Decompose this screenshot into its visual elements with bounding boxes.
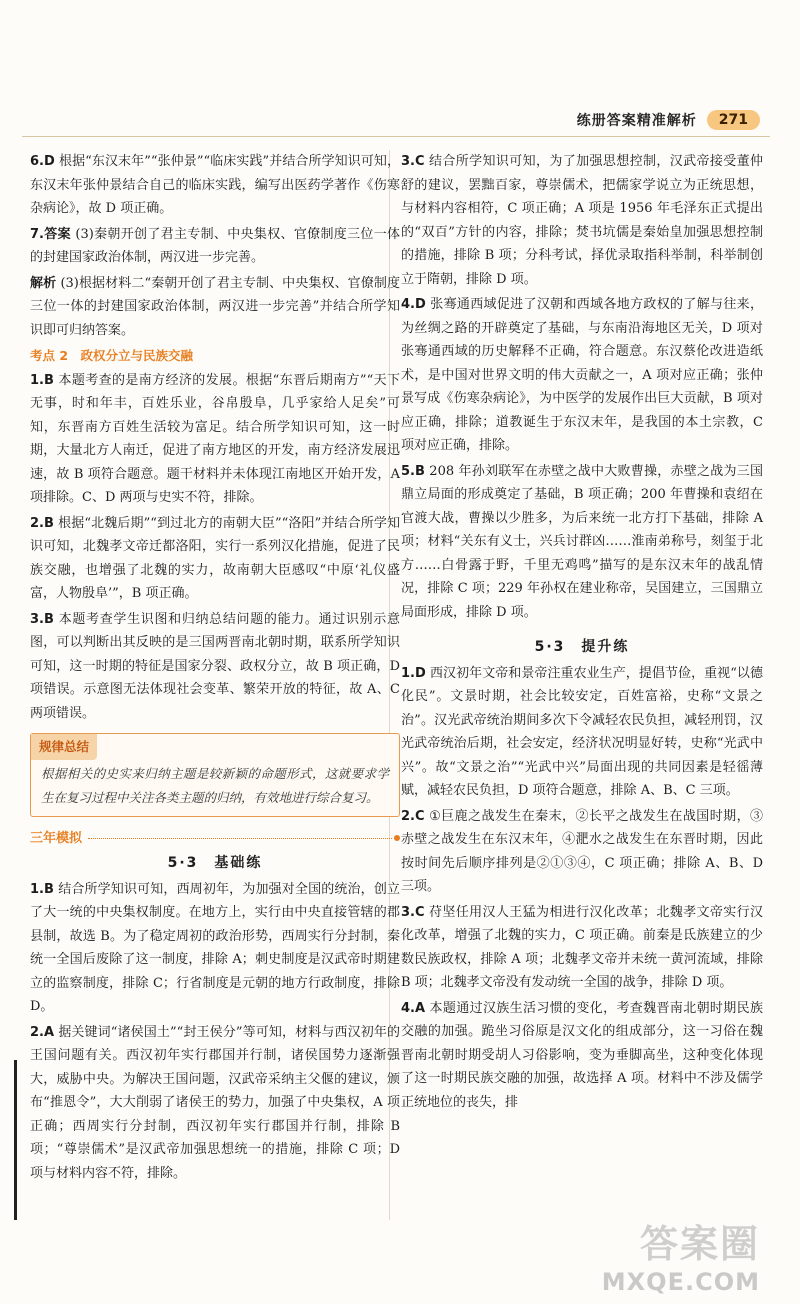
page-number: 271 <box>707 110 760 130</box>
item-text: 西汉初年文帝和景帝注重农业生产，提倡节俭，重视“以德化民”。文景时期，社会比较安定，百姓富裕，史称“文景之治”。汉光武帝统治期间多次下令减轻农民负担，减轻刑罚，汉光武帝统治后期，社会安定，经济状况明显好转，史称“光武中兴”。故“文景之治”“光武中兴”局面出现的共同因素是轻徭薄赋，减轻农民负担，D 项符合题意，排除 A、B、C 三项。 <box>401 665 763 798</box>
item-number: 2.A <box>30 1024 55 1040</box>
answer-item <box>401 293 763 458</box>
watermark-logo: 答案圈 <box>639 1222 760 1266</box>
header-divider <box>22 136 770 137</box>
answer-item <box>401 901 763 995</box>
answer-item <box>30 369 400 510</box>
item-text: 苻坚任用汉人王猛为相进行汉化改革；北魏孝文帝实行汉化改革，增强了北魏的实力，C 项正确。前秦是氐族建立的少数民族政权，排除 A 项；北魏孝文帝并未统一黄河流域，排除 B 项；北魏孝文帝没有发动统一全国的战争，排除 D 项。 <box>401 904 763 990</box>
sub-section-title: 5·3 提升练 <box>534 639 630 655</box>
margin-bar <box>14 1060 17 1220</box>
header-title: 练册答案精准解析 <box>576 113 697 129</box>
page-header <box>577 110 760 130</box>
rule-box-title: 规律总结 <box>31 734 97 760</box>
item-text: 结合所学知识可知，为了加强思想控制，汉武帝接受董仲舒的建议，罢黜百家，尊崇儒术，把儒家学说立为正统思想，与材料内容相符，C 项正确；A 项是 1956 年毛泽东正式提出的“双百”方针的内容，排除；焚书坑儒是秦始皇加强思想控制的措施，排除 B 项；分科考试，择优录取指科举制，科举制创立于隋朝，排除 D 项。 <box>401 154 763 287</box>
sub-section-title: 5·3 基础练 <box>167 855 263 871</box>
watermark-url: MXQE.COM <box>601 1268 760 1296</box>
rule-summary-box <box>30 733 400 817</box>
watermark <box>560 1213 760 1296</box>
item-label: 解析 <box>30 275 57 291</box>
item-number: 4.A <box>401 1000 426 1016</box>
item-number: 5.B <box>401 463 425 479</box>
item-number: 4.D <box>401 297 426 312</box>
item-number: 6.D <box>30 154 55 169</box>
answer-item <box>30 608 400 726</box>
rule-box-text: 根据相关的史实来归纳主题是较新颖的命题形式，这就要求学生在复习过程中关注各类主题的归纳，有效地进行综合复习。 <box>41 765 389 805</box>
item-number: 7.答案 <box>30 226 71 242</box>
item-number: 1.B <box>30 372 54 388</box>
left-column <box>30 150 400 1187</box>
item-text: ①巨鹿之战发生在秦末，②长平之战发生在战国时期，③赤壁之战发生在东汉末年，④淝水之战发生在东晋时期，因此按时间先后顺序排列是②①③④，C 项正确；排除 A、B、D 三项。 <box>401 808 763 894</box>
item-text: 结合所学知识可知，西周初年，为加强对全国的统治，创立了大一统的中央集权制度。在地方上，实行由中央直接管辖的郡县制，故选 B。为了稳定周初的政治形势，西周实行分封制，秦统一全国后废除了这一制度，排除 A；刺史制度是汉武帝时期建立的监察制度，排除 C；行省制度是元朝的地方行政制度，排除 D。 <box>30 881 400 1014</box>
answer-item <box>401 460 763 625</box>
section-title: 考点 2 政权分立与民族交融 <box>30 348 194 363</box>
item-text: 本题考查学生识图和归纳总结问题的能力。通过识别示意图，可以判断出其反映的是三国两晋南北朝时期，联系所学知识可知，这一时期的特征是国家分裂、政权分立，故 B 项正确，D 项错误。示意图无法体现社会变革、繁荣开放的特征，故 A、C 两项错误。 <box>30 611 400 721</box>
answer-item <box>401 997 763 1115</box>
item-text: (3)根据材料二“秦朝开创了君主专制、中央集权、官僚制度三位一体的封建国家政治体制，两汉进一步完善”并结合所学知识即可归纳答案。 <box>30 275 400 338</box>
item-number: 3.C <box>401 904 425 920</box>
item-number: 2.C <box>401 808 425 824</box>
item-number: 3.C <box>401 154 425 169</box>
item-text: 根据“东汉末年”“张仲景”“临床实践”并结合所学知识可知，东汉末年张仲景结合自己的临床实践，编写出医药学著作《伤寒杂病论》，故 D 项正确。 <box>30 154 400 216</box>
band-dot-icon <box>394 835 400 841</box>
item-number: 2.B <box>30 515 54 531</box>
item-number: 1.D <box>401 665 426 681</box>
item-number: 3.B <box>30 611 54 627</box>
item-text: 据关键词“诸侯国土”“封王侯分”等可知，材料与西汉初年的王国问题有关。西汉初年实行郡国并行制，诸侯国势力逐渐强大，威胁中央。为解决王国问题，汉武帝采纳主父偃的建议，颁布“推恩令”，大大削弱了诸侯王的势力，加强了中央集权，A 项正确；西周实行分封制，西汉初年实行郡国并行制，排除 B 项；“尊崇儒术”是汉武帝加强思想统一的措施，排除 C 项；D 项与材料内容不符，排除。 <box>30 1024 400 1181</box>
answer-item <box>30 272 400 343</box>
three-year-band <box>30 827 400 851</box>
answer-item <box>30 878 400 1019</box>
item-text: 208 年孙刘联军在赤壁之战中大败曹操，赤壁之战为三国鼎立局面的形成奠定了基础，B 项正确；200 年曹操和袁绍在官渡大战，曹操以少胜多，为后来统一北方打下基础，排除 A 项；材料“关东有义士，兴兵讨群凶……淮南弟称号，刻玺于北方……白骨露于野，千里无鸡鸣”描写的是东汉末年的战乱情况，排除 C 项；229 年孙权在建业称帝，吴国建立，三国鼎立局面形成，排除 D 项。 <box>401 463 763 620</box>
right-column <box>401 150 763 1116</box>
answer-item <box>401 805 763 899</box>
item-text: (3)秦朝开创了君主专制、中央集权、官僚制度三位一体的封建国家政治体制，两汉进一步完善。 <box>30 226 401 265</box>
item-text: 本题考查的是南方经济的发展。根据“东晋后期南方”“天下无事，时和年丰，百姓乐业，谷帛殷阜，几乎家给人足矣”可知，东晋南方百姓生活较为富足。结合所学知识可知，这一时期，大量北方人南迁，促进了南方地区的开发，南方经济发展迅速，故 B 项符合题意。题干材料并未体现江南地区开始开发，A 项排除。C、D 两项与史实不符，排除。 <box>30 372 400 505</box>
item-number: 1.B <box>30 881 54 897</box>
answer-item <box>30 223 400 270</box>
band-dotted-line <box>88 838 392 839</box>
item-text: 本题通过汉族生活习惯的变化，考查魏晋南北朝时期民族交融的加强。跪坐习俗原是汉文化的组成部分，这一习俗在魏晋南北朝时期受胡人习俗影响，变为垂脚高坐，这种变化体现了这一时期民族交融的加强，故选择 A 项。材料中不涉及儒学正统地位的丧失，排 <box>401 1000 763 1110</box>
answer-item <box>30 1021 400 1186</box>
answer-item <box>30 150 400 221</box>
answer-item <box>401 150 763 291</box>
band-title: 三年模拟 <box>30 830 83 846</box>
item-text: 根据“北魏后期”“到过北方的南朝大臣”“洛阳”并结合所学知识可知，北魏孝文帝迁都洛阳，实行一系列汉化措施，促进了民族交融，也增强了北魏的实力，故南朝大臣感叹“中原‘礼仪盛富，人物殷阜’”，B 项正确。 <box>30 515 400 601</box>
item-text: 张骞通西域促进了汉朝和西域各地方政权的了解与往来，为丝绸之路的开辟奠定了基础，与东南沿海地区无关，D 项对张骞通西域的历史解释不正确，符合题意。东汉蔡伦改进造纸术，是中国对世界文明的伟大贡献之一，A 项对应正确；张仲景写成《伤寒杂病论》，为中医学的发展作出巨大贡献，B 项对应正确，排除；道教诞生于东汉末年，是我国的本土宗教，C 项对应正确，排除。 <box>401 297 763 453</box>
answer-item <box>401 662 763 803</box>
answer-item <box>30 512 400 606</box>
